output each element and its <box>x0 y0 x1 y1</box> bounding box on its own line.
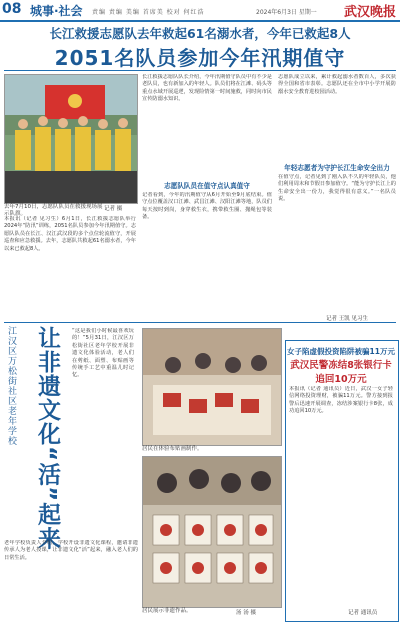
lead-headline: 2051名队员参加今年汛期值守 <box>54 46 346 70</box>
feature-photo-2-image <box>143 457 281 607</box>
feature-photo-credit: 汤 汤 摄 <box>236 610 256 616</box>
lead-subhead-middle: 志愿队队员在值守点认真值守 <box>164 182 250 190</box>
divider <box>4 322 396 323</box>
feature-body: 老年学校负责人介绍，学校开设非遗文化课程，邀请非遗传承人为老人授课，让非遗文化“活”起来，融入老人们的日常生活。 <box>4 540 138 561</box>
lead-body-left: 本报讯（记者 见习生）6月1日，长江救援志愿队举行2024年“防汛”训练，2051名队员参加今年汛期值守。志愿队队员在长江、汉江武汉段的多个点位轮流值守，开展巡查和应急救援。去年，志愿队共救起61名溺水者，今年以来已救起8人。 <box>4 216 136 252</box>
lead-body-right: 志愿队成立以来，累计救起溺水者数百人，多次获得全国和省市表彰。志愿队还在全市中小学开展防溺水安全教育进校园活动。 <box>278 74 396 95</box>
fraud-title: 武汉民警冻结8张银行卡 <box>290 360 392 371</box>
lead-body-right2: 在值守点，记者见到了刚入队不久的年轻队员，他们利用周末和节假日参加值守。“能为守护长江上的生命安全出一份力，我觉得很有意义。”一名队员说。 <box>278 174 396 203</box>
newspaper-logo: 武汉晚报 <box>343 5 396 20</box>
lead-subhead-right: 年轻志愿者为守护长江生命安全出力 <box>284 164 390 172</box>
lead-photo <box>4 74 138 204</box>
lead-kicker: 长江救援志愿队去年救起61名溺水者，今年已救起8人 <box>49 26 351 41</box>
fraud-body: 本报讯（记者 通讯员）近日，武汉一女子轻信网络投资理财，被骗11万元。警方接到报警后迅速开展调查，冻结涉案银行卡8张，成功追回10万元。 <box>289 386 393 415</box>
lead-photo-caption: 去年7月10日，志愿队队员在救援现场展示队旗。 <box>4 204 103 217</box>
editor-tags: 责编 责编 美编 首席美 校对 何红浩 <box>92 9 205 16</box>
page-number: 08 <box>2 1 22 17</box>
section-title: 城事·社会 <box>30 4 83 18</box>
page-header <box>0 0 400 22</box>
feature-photo-1-caption: 居民在体验布贴画制作。 <box>142 446 203 452</box>
fraud-title-line2: 追回10万元 <box>315 374 367 385</box>
divider <box>4 70 396 71</box>
feature-photo-2-caption: 居民展示非遗作品。 <box>142 608 192 614</box>
feature-photo-2 <box>142 456 282 608</box>
lead-body-middle2: 记者看到，今年的汛期值守从6月开始至9月底结束。值守点位覆盖汉口江滩、武昌江滩、汉阳江滩等地，队员们每天按时到岗，身穿救生衣，携带救生圈、抛绳包等装备。 <box>142 192 272 221</box>
feature-photo-1-image <box>143 329 281 445</box>
lead-photo-image <box>5 75 137 203</box>
lead-right-credit: 记者 王凯 见习生 <box>326 316 368 322</box>
lead-photo-credit: 记者 摄 <box>104 206 123 212</box>
feature-intro: “这是我们小时候最喜欢玩的！”5月31日，江汉区万松街社区老年学校开展非遗文化体验活动，老人们在剪纸、面塑、布贴画等传统手工艺中重温儿时记忆。 <box>72 328 134 379</box>
feature-vertical-kicker: 江汉区万松街社区老年学校 <box>6 326 16 446</box>
lead-body-middle: 长江救援志愿队队长介绍，今年汛期值守队员中有不少是老队员，也有新加入的年轻人。队员们将在江滩、码头等重点水域开展巡逻，发现险情第一时间施救，同时向市民宣传防溺水知识。 <box>142 74 272 103</box>
feature-vertical-title: 让非遗文化“活”起来 <box>34 326 60 551</box>
fraud-credit: 记者 通讯员 <box>348 610 378 616</box>
issue-date: 2024年6月3日 星期一 <box>256 9 317 16</box>
fraud-kicker: 女子陷虚假投资陷阱被骗11万元 <box>287 347 395 356</box>
feature-photo-1 <box>142 328 282 446</box>
